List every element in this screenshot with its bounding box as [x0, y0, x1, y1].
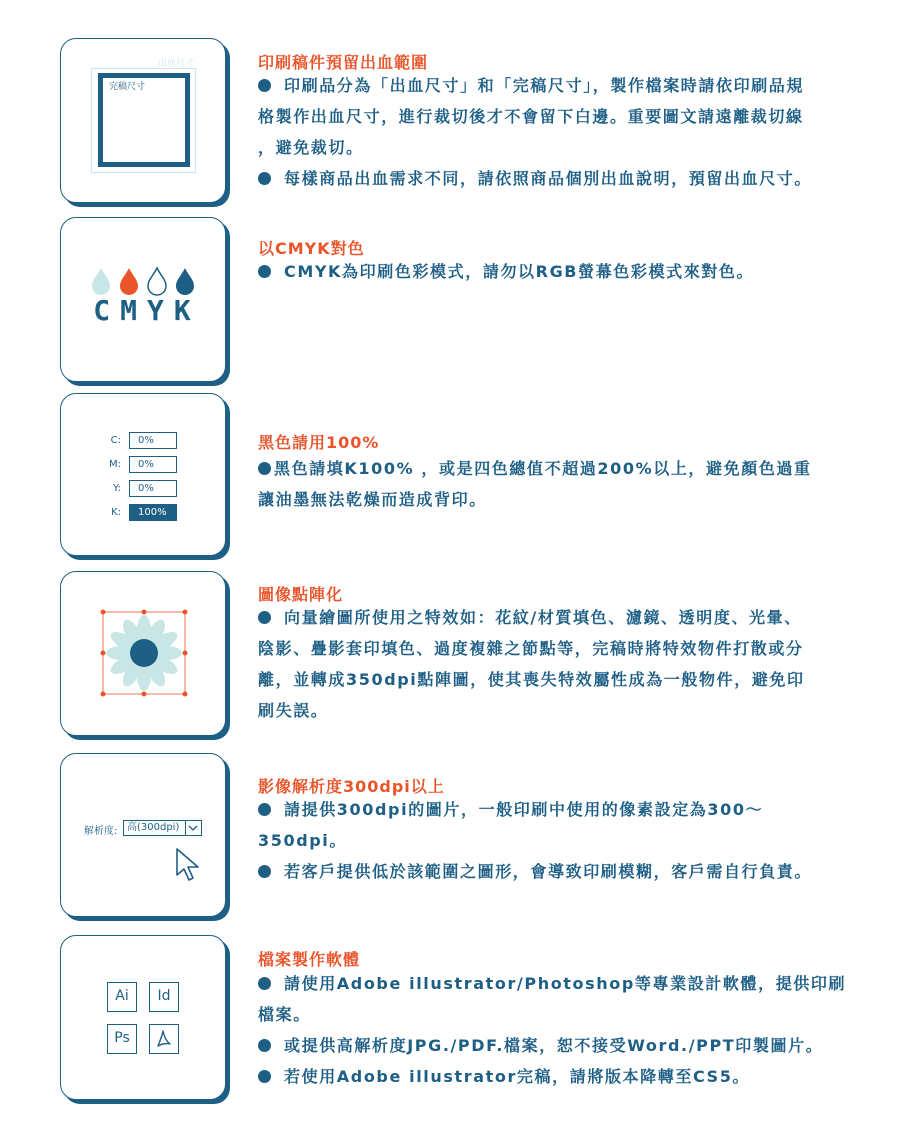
software-card: [60, 935, 226, 1100]
bullet-item: 向量繪圖所使用之特效如：花紋/材質填色、濾鏡、透明度、光暈、 陰影、疊影套印填色、過度複雜之節點等，完稿時將特效物件打散或分 離，並轉成350dpi點陣圖，使其喪失特效屬性成為一般物件，避免印 刷失誤。: [258, 608, 805, 720]
section-body-rasterize: [258, 602, 878, 726]
color-row-m: M: 0%: [91, 455, 177, 473]
bullet-item: CMYK為印刷色彩模式，請勿以RGB螢幕色彩模式來對色。: [258, 256, 878, 287]
cmyk-card: [60, 217, 226, 382]
photoshop-icon: Ps: [107, 1024, 137, 1054]
y-value-field: 0%: [129, 480, 177, 497]
color-row-y: Y: 0%: [91, 479, 177, 497]
resolution-select: 高(300dpi): [123, 820, 202, 836]
section-title-resolution: 影像解析度300dpi以上: [258, 777, 445, 796]
bullet-item: 若使用Adobe illustrator完稿，請將版本降轉至CS5。: [258, 1061, 878, 1092]
bullet-item: 每樣商品出血需求不同，請依照商品個別出血說明，預留出血尺寸。: [258, 163, 878, 194]
flower-vector-icon: [61, 572, 227, 737]
color-row-c: C: 0%: [91, 431, 177, 449]
black-value-card: [60, 393, 226, 556]
m-value-field: 0%: [129, 456, 177, 473]
acrobat-icon: [149, 1024, 179, 1054]
section-title-bleed: 印刷稿件預留出血範圍: [258, 53, 429, 72]
bullet-item: 若客戶提供低於該範圍之圖形，會導致印刷模糊，客戶需自行負責。: [258, 856, 878, 887]
bullet-dot-icon: [258, 1039, 271, 1052]
bullet-item: 請使用Adobe illustrator/Photoshop等專業設計軟體，提供印刷 檔案。: [258, 974, 847, 1024]
bullet-dot-icon: [258, 977, 271, 990]
bullet-dot-icon: [258, 462, 271, 475]
trim-size-label: 完稿尺寸: [109, 82, 146, 92]
section-title-black: 黑色請用100%: [258, 433, 380, 452]
section-title-rasterize: 圖像點陣化: [258, 585, 344, 604]
bleed-size-label: 出血尺寸: [158, 59, 195, 69]
k-value-field: 100%: [129, 504, 177, 521]
rasterize-card: [60, 571, 226, 736]
chevron-down-icon: [185, 821, 201, 835]
bullet-dot-icon: [258, 611, 271, 624]
illustrator-icon: Ai: [107, 982, 137, 1012]
bullet-item: 黑色請填K100% ，或是四色總值不超過200%以上，避免顏色過重 讓油墨無法乾燥而造成背印。: [258, 459, 812, 509]
section-body-resolution: [258, 794, 878, 887]
bullet-dot-icon: [258, 803, 271, 816]
resolution-label: 解析度:: [84, 826, 118, 837]
bullet-dot-icon: [258, 265, 271, 278]
c-value-field: 0%: [129, 432, 177, 449]
bullet-dot-icon: [258, 79, 271, 92]
bleed-card: [60, 38, 226, 203]
resolution-card: [60, 753, 226, 917]
section-body-bleed: [258, 70, 878, 194]
bullet-item: 或提供高解析度JPG./PDF.檔案，恕不接受Word./PPT印製圖片。: [258, 1030, 878, 1061]
section-title-software: 檔案製作軟體: [258, 950, 361, 969]
section-body-cmyk: [258, 256, 878, 287]
indesign-icon: Id: [149, 982, 179, 1012]
bullet-item: 印刷品分為「出血尺寸」和「完稿尺寸」，製作檔案時請依印刷品規 格製作出血尺寸，進行裁切後才不會留下白邊。重要圖文請遠離裁切線 ，避免裁切。: [258, 76, 805, 157]
section-body-software: [258, 968, 878, 1092]
bullet-item: 請提供300dpi的圖片，一般印刷中使用的像素設定為300～ 350dpi。: [258, 800, 764, 850]
section-body-black: [258, 453, 878, 515]
cmyk-logo-text: CMYK: [93, 294, 201, 327]
bullet-dot-icon: [258, 1070, 271, 1083]
section-title-cmyk: 以CMYK對色: [258, 239, 365, 258]
bullet-dot-icon: [258, 172, 271, 185]
bullet-dot-icon: [258, 865, 271, 878]
cursor-arrow-icon: [174, 847, 204, 883]
color-row-k: K: 100%: [91, 503, 177, 521]
